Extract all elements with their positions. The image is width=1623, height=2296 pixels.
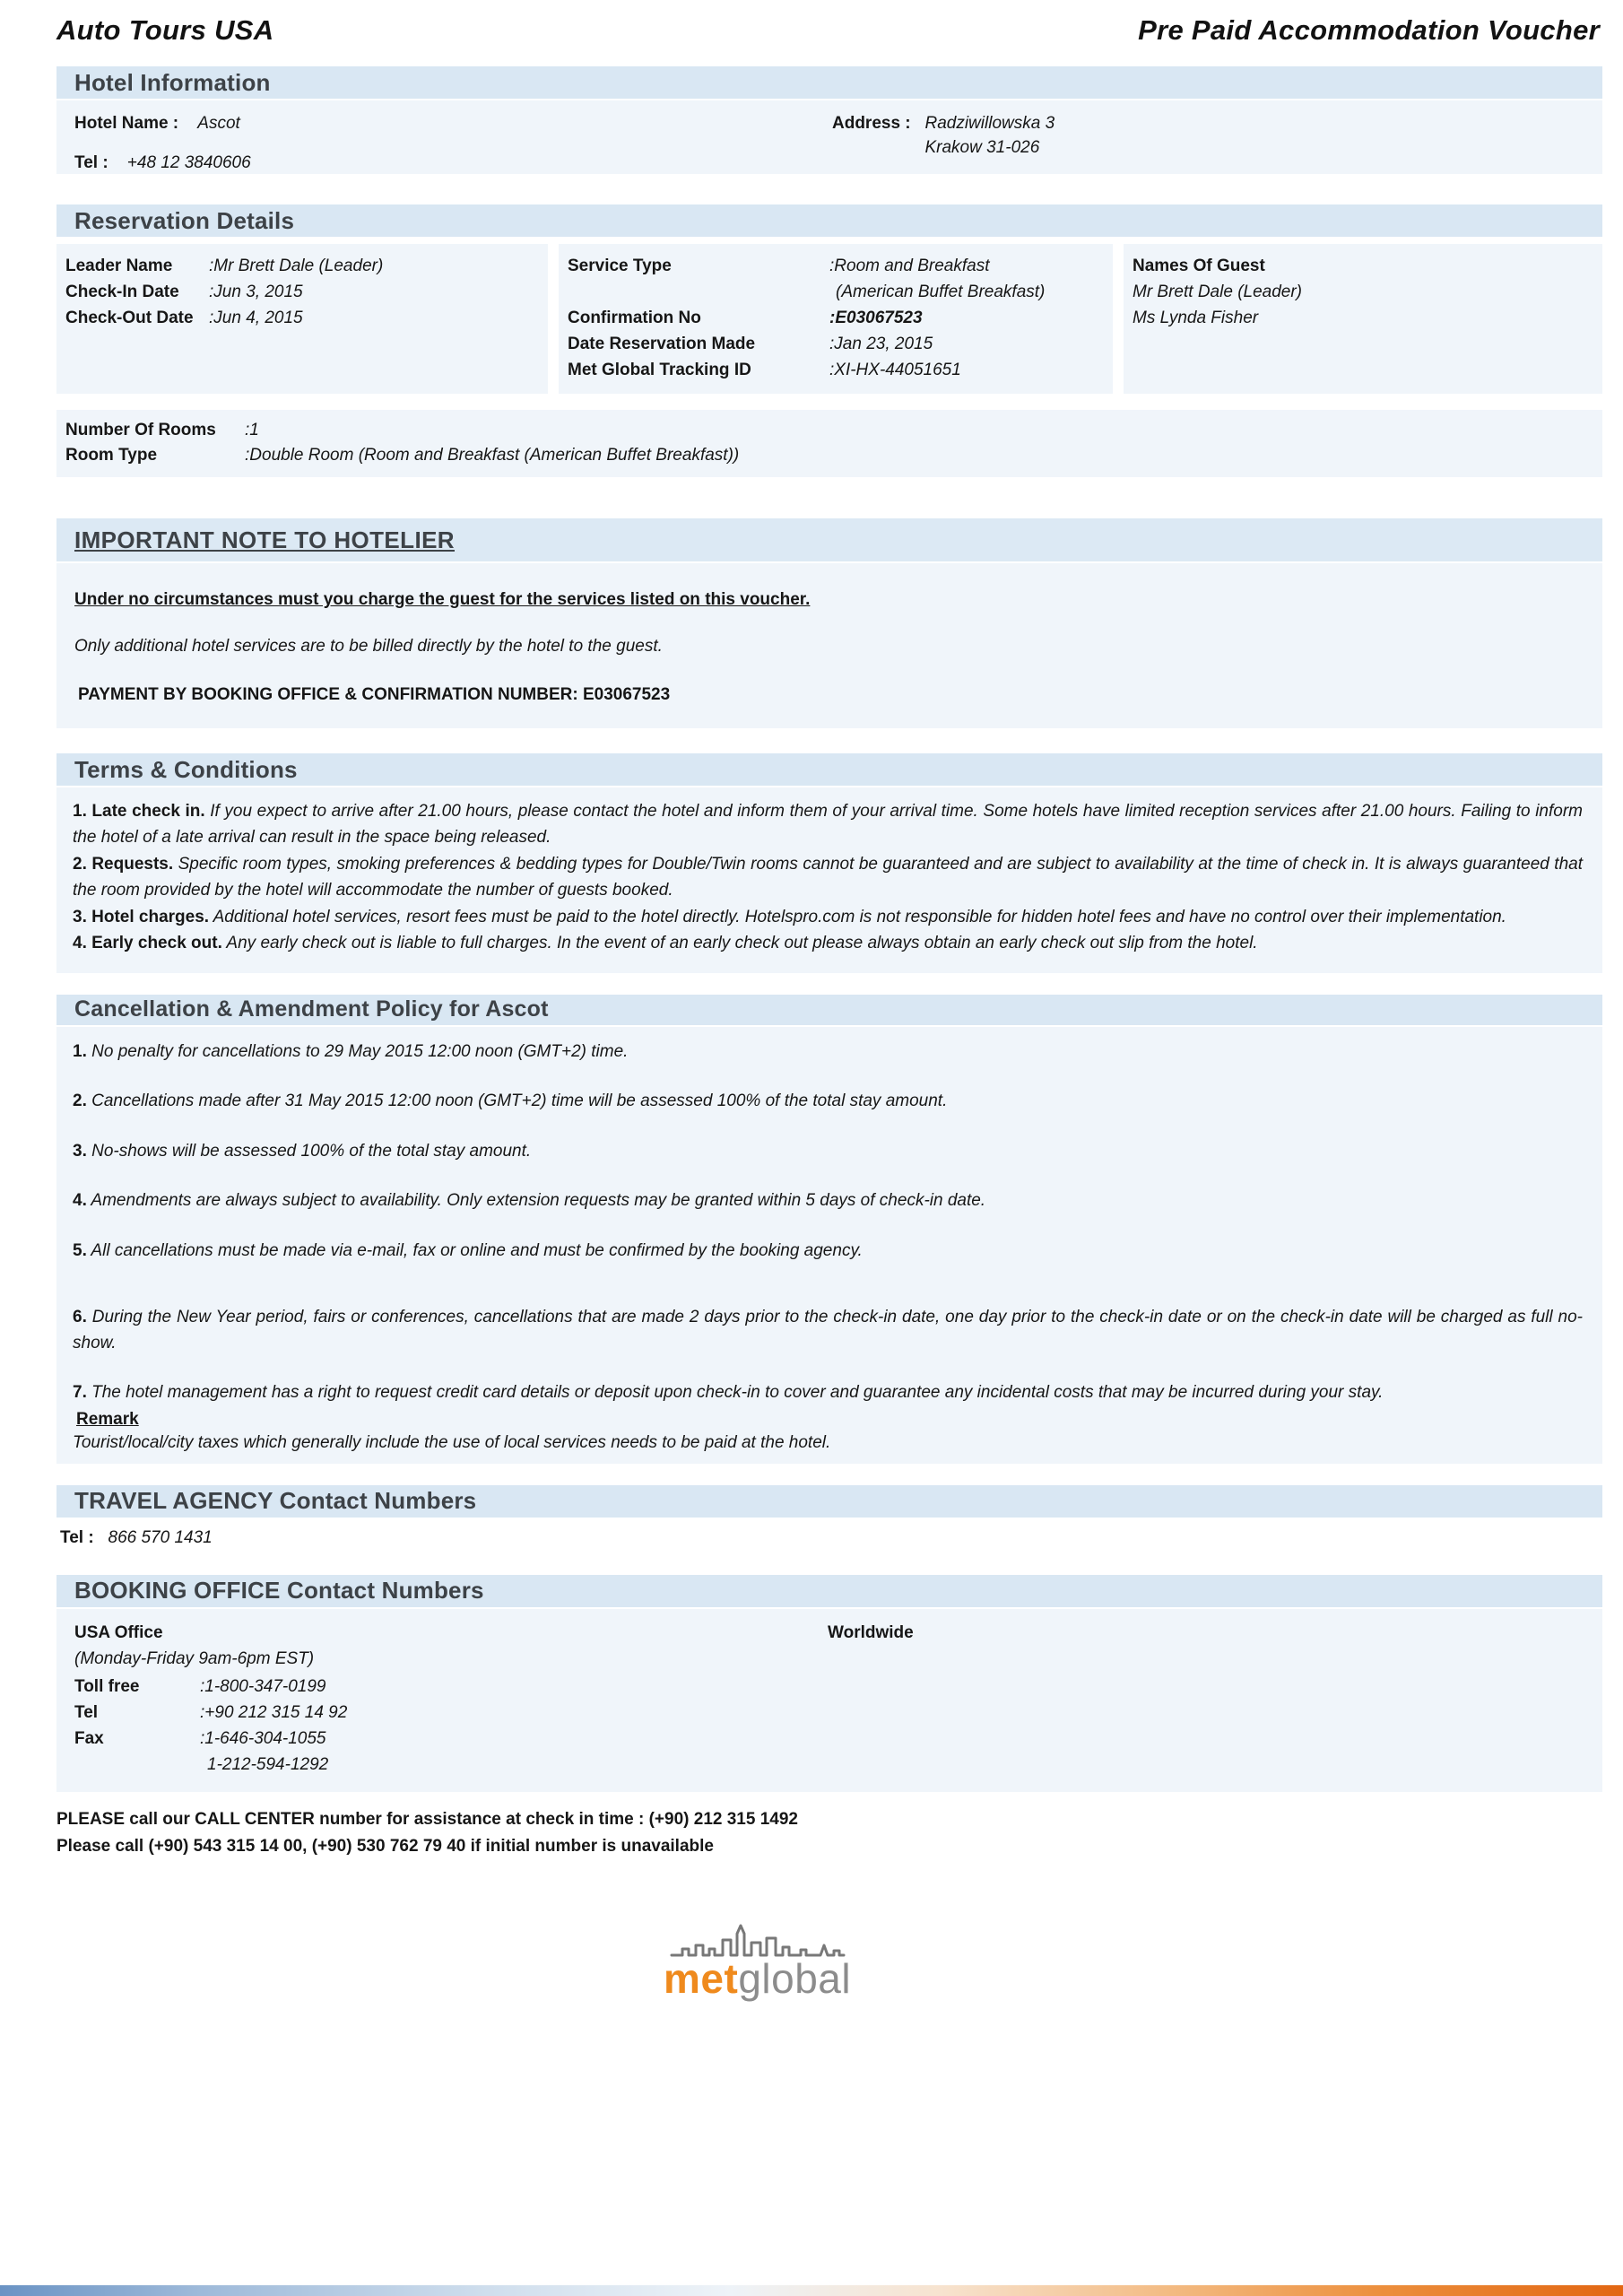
booking-tel-value: :+90 212 315 14 92 bbox=[200, 1702, 348, 1722]
hotel-section-title: Hotel Information bbox=[74, 68, 271, 96]
city-skyline-icon bbox=[669, 1916, 893, 1961]
cancellation-item-4 bbox=[73, 1188, 1583, 1214]
cancellation-item-5-lead: 5. bbox=[73, 1240, 87, 1260]
toll-free-row bbox=[74, 1674, 1584, 1700]
date-reservation-made-label: Date Reservation Made bbox=[568, 335, 756, 353]
booking-fax-value: :1-646-304-1055 bbox=[200, 1728, 326, 1748]
leader-name-label: Leader Name bbox=[65, 257, 173, 275]
tracking-id-value: :XI-HX-44051651 bbox=[829, 361, 961, 379]
booking-panel bbox=[56, 1609, 1602, 1792]
footer-gradient-bar bbox=[0, 2285, 1623, 2296]
date-reservation-made-value: :Jan 23, 2015 bbox=[829, 335, 933, 353]
cancellation-item-6 bbox=[73, 1305, 1583, 1356]
check-out-value: :Jun 4, 2015 bbox=[209, 309, 303, 327]
hotel-address-label: Address : bbox=[832, 114, 911, 133]
hotel-name-row bbox=[74, 111, 1584, 135]
terms-item-2-lead: 2. Requests. bbox=[73, 854, 174, 874]
logo-wordmark bbox=[664, 1954, 959, 2002]
remark-label: Remark bbox=[76, 1409, 139, 1429]
section-travel-agency bbox=[56, 1485, 1602, 1559]
booking-tel-row bbox=[74, 1700, 1584, 1726]
date-reservation-made-row bbox=[568, 331, 1113, 357]
call-center-line2: Please call (+90) 543 315 14 00, (+90) 530 762 79 40 if initial number is unavailable bbox=[56, 1836, 714, 1856]
terms-panel bbox=[56, 787, 1602, 973]
hotel-tel-value: +48 12 3840606 bbox=[126, 153, 251, 172]
reservation-columns bbox=[56, 244, 1602, 394]
check-in-row bbox=[65, 279, 548, 305]
cancellation-item-6-lead: 6. bbox=[73, 1308, 87, 1327]
cancellation-item-3-text: No-shows will be assessed 100% of the total stay amount. bbox=[86, 1141, 532, 1161]
cancellation-item-7 bbox=[73, 1380, 1583, 1406]
terms-item-2-text: Specific room types, smoking preferences & bedding types for Double/Twin rooms cannot be guaranteed and are subject to availability at the time of check in. It is always guaranteed that the room provided by the hotel will accommodate the number of guests booked. bbox=[73, 854, 1583, 900]
hotel-tel-row bbox=[74, 151, 1584, 175]
booking-fax-label: Fax bbox=[74, 1728, 104, 1748]
terms-item-4 bbox=[73, 930, 1583, 956]
cancellation-item-4-text: Amendments are always subject to availability. Only extension requests may be granted within 5 days of check-in date. bbox=[86, 1191, 986, 1211]
travel-tel-row bbox=[56, 1519, 1602, 1559]
cancellation-item-3-lead: 3. bbox=[73, 1141, 87, 1161]
call-center-line1: PLEASE call our CALL CENTER number for assistance at check in time : (+90) 212 315 1492 bbox=[56, 1809, 798, 1829]
sections-container bbox=[56, 66, 1602, 1792]
service-type-value: :Room and Breakfast bbox=[829, 257, 990, 275]
terms-item-4-lead: 4. Early check out. bbox=[73, 934, 222, 953]
terms-item-3-text: Additional hotel services, resort fees must be paid to the hotel directly. Hotelspro.com is not responsible for hidden hotel fees and have no control over their implementation. bbox=[209, 907, 1506, 926]
terms-section-bar bbox=[56, 753, 1602, 787]
hotel-section-bar bbox=[56, 66, 1602, 100]
hotel-address-line2: Krakow 31-026 bbox=[924, 138, 1040, 157]
tracking-id-label: Met Global Tracking ID bbox=[568, 361, 751, 379]
terms-item-3 bbox=[73, 904, 1583, 930]
cancellation-item-2-lead: 2. bbox=[73, 1091, 87, 1111]
room-type-value: :Double Room (Room and Breakfast (American Buffet Breakfast)) bbox=[245, 446, 740, 465]
booking-tel-label: Tel bbox=[74, 1702, 99, 1722]
important-note-title: IMPORTANT NOTE TO HOTELIER bbox=[74, 526, 455, 553]
cancellation-item-4-lead: 4. bbox=[73, 1191, 87, 1211]
important-note-panel bbox=[56, 563, 1602, 728]
service-type-row bbox=[568, 253, 1113, 305]
confirmation-no-value: :E03067523 bbox=[829, 309, 923, 327]
document-title: Pre Paid Accommodation Voucher bbox=[1138, 14, 1600, 46]
hotel-name-label: Hotel Name : bbox=[74, 114, 179, 133]
hotel-address-row bbox=[832, 111, 1055, 160]
number-of-rooms-row bbox=[65, 418, 1602, 443]
rooms-box bbox=[56, 410, 1602, 477]
section-booking-office bbox=[56, 1575, 1602, 1792]
reservation-section-title: Reservation Details bbox=[74, 206, 295, 234]
travel-section-bar bbox=[56, 1485, 1602, 1519]
cancellation-item-1-lead: 1. bbox=[73, 1041, 87, 1061]
cancellation-panel bbox=[56, 1027, 1602, 1464]
booking-section-title: BOOKING OFFICE Contact Numbers bbox=[74, 1577, 484, 1605]
terms-item-4-text: Any early check out is liable to full charges. In the event of an early check out please always obtain an early check out slip from the hotel. bbox=[221, 934, 1258, 953]
toll-free-label: Toll free bbox=[74, 1676, 140, 1696]
terms-item-2 bbox=[73, 851, 1583, 904]
cancellation-item-7-lead: 7. bbox=[73, 1383, 87, 1403]
section-important-note bbox=[56, 518, 1602, 728]
section-reservation-details bbox=[56, 204, 1602, 477]
reservation-guests-box bbox=[1124, 244, 1602, 394]
confirmation-no-label: Confirmation No bbox=[568, 309, 701, 327]
cancellation-item-6-text: During the New Year period, fairs or conferences, cancellations that are made 2 days prior to the check-in date, one day prior to the check-in date or on the check-in date will be charged as full no-show. bbox=[73, 1308, 1583, 1352]
travel-section-title: TRAVEL AGENCY Contact Numbers bbox=[74, 1487, 477, 1515]
company-name: Auto Tours USA bbox=[56, 14, 274, 46]
important-note-line1: Under no circumstances must you charge the guest for the services listed on this voucher. bbox=[74, 590, 811, 609]
check-out-row bbox=[65, 305, 548, 331]
room-type-row bbox=[65, 443, 1602, 468]
cancellation-item-5-text: All cancellations must be made via e-mail, fax or online and must be confirmed by the booking agency. bbox=[86, 1240, 863, 1260]
guest-name-2: Ms Lynda Fisher bbox=[1133, 309, 1259, 327]
room-type-label: Room Type bbox=[65, 446, 158, 465]
check-out-label: Check-Out Date bbox=[65, 309, 194, 327]
logo-global-text: global bbox=[738, 1954, 852, 2002]
section-hotel-information bbox=[56, 66, 1602, 174]
section-cancellation-policy bbox=[56, 995, 1602, 1464]
leader-name-row bbox=[65, 253, 548, 279]
usa-office-label: USA Office bbox=[74, 1622, 163, 1642]
booking-section-bar bbox=[56, 1575, 1602, 1609]
cancellation-section-bar bbox=[56, 995, 1602, 1027]
check-in-label: Check-In Date bbox=[65, 283, 179, 301]
confirmation-no-row bbox=[568, 305, 1113, 331]
cancellation-item-2 bbox=[73, 1089, 1583, 1115]
service-type-value-line2: (American Buffet Breakfast) bbox=[836, 283, 1046, 301]
check-in-value: :Jun 3, 2015 bbox=[209, 283, 303, 301]
office-hours: (Monday-Friday 9am-6pm EST) bbox=[74, 1648, 315, 1668]
cancellation-item-7-text: The hotel management has a right to request credit card details or deposit upon check-in to cover and guarantee any incidental costs that may be incurred during your stay. bbox=[86, 1383, 1384, 1403]
reservation-leader-box bbox=[56, 244, 548, 394]
guest-name-1: Mr Brett Dale (Leader) bbox=[1133, 283, 1303, 301]
remark-text: Tourist/local/city taxes which generally include the use of local services needs to be paid at the hotel. bbox=[73, 1432, 831, 1452]
service-type-label: Service Type bbox=[568, 257, 672, 275]
worldwide-label: Worldwide bbox=[828, 1622, 914, 1642]
important-note-line3: PAYMENT BY BOOKING OFFICE & CONFIRMATION NUMBER: E03067523 bbox=[78, 685, 671, 704]
important-note-line2: Only additional hotel services are to be billed directly by the hotel to the guest. bbox=[74, 637, 663, 656]
terms-item-3-lead: 3. Hotel charges. bbox=[73, 907, 210, 926]
booking-fax2-value: 1-212-594-1292 bbox=[207, 1754, 329, 1774]
hotel-name-value: Ascot bbox=[197, 114, 240, 133]
cancellation-item-2-text: Cancellations made after 31 May 2015 12:00 noon (GMT+2) time will be assessed 100% of the total stay amount. bbox=[86, 1091, 948, 1111]
section-terms-conditions bbox=[56, 753, 1602, 973]
travel-tel-label: Tel : bbox=[60, 1527, 94, 1547]
leader-name-value: :Mr Brett Dale (Leader) bbox=[209, 257, 384, 275]
logo-met-text: met bbox=[664, 1954, 739, 2002]
names-of-guest-label: Names Of Guest bbox=[1133, 257, 1265, 275]
number-of-rooms-value: :1 bbox=[245, 421, 259, 439]
reservation-service-box bbox=[559, 244, 1113, 394]
terms-item-1-lead: 1. Late check in. bbox=[73, 802, 205, 821]
reservation-section-bar bbox=[56, 204, 1602, 239]
tracking-id-row bbox=[568, 357, 1113, 383]
terms-section-title: Terms & Conditions bbox=[74, 755, 298, 783]
cancellation-item-1-text: No penalty for cancellations to 29 May 2015 12:00 noon (GMT+2) time. bbox=[86, 1041, 629, 1061]
terms-item-1-text: If you expect to arrive after 21.00 hours, please contact the hotel and inform them of your arrival time. Some hotels have limited reception services after 21.00 hours. Failing to inform the hotel of a late arrival can result in the space being released. bbox=[73, 802, 1583, 848]
travel-tel-value: 866 570 1431 bbox=[108, 1527, 213, 1547]
cancellation-item-3 bbox=[73, 1139, 1583, 1165]
cancellation-section-title: Cancellation & Amendment Policy for Ascot bbox=[74, 996, 549, 1022]
cancellation-item-5 bbox=[73, 1239, 1583, 1265]
hotel-address-line1: Radziwillowska 3 bbox=[924, 114, 1055, 133]
toll-free-value: :1-800-347-0199 bbox=[200, 1676, 326, 1696]
hotel-tel-label: Tel : bbox=[74, 153, 108, 172]
metglobal-logo bbox=[664, 1916, 959, 2002]
number-of-rooms-label: Number Of Rooms bbox=[65, 421, 216, 439]
important-note-bar bbox=[56, 518, 1602, 563]
call-center-note bbox=[56, 1806, 1623, 1860]
cancellation-item-1 bbox=[73, 1039, 1583, 1065]
terms-item-1 bbox=[73, 798, 1583, 851]
hotel-info-panel bbox=[56, 100, 1602, 174]
document-header bbox=[0, 0, 1623, 47]
booking-fax-row bbox=[74, 1726, 1584, 1752]
